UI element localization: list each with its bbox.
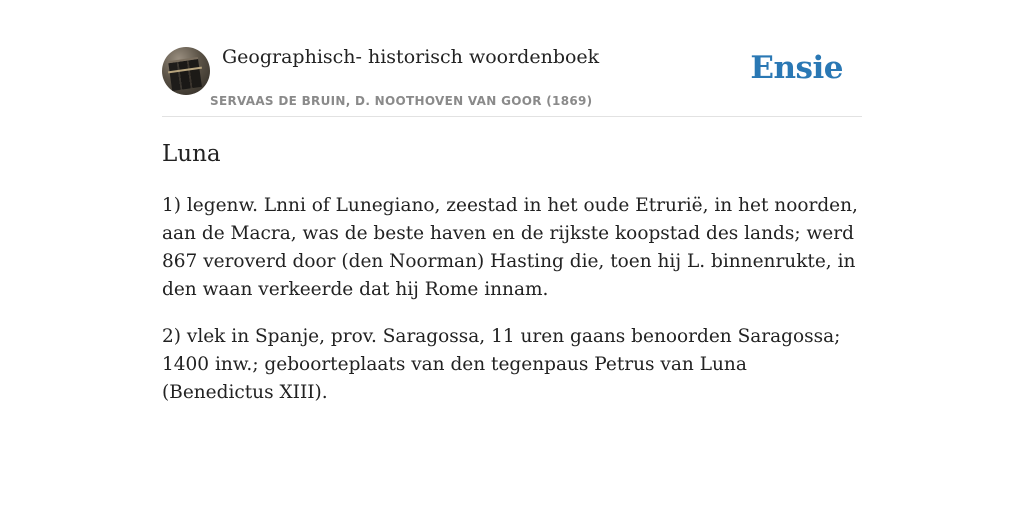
book-spines-image (168, 57, 202, 91)
dictionary-title-link[interactable]: Geographisch- historisch woordenboek (222, 46, 600, 68)
dictionary-cover-avatar[interactable] (162, 47, 210, 95)
entry-term: Luna (162, 141, 221, 167)
definitions-list (162, 192, 862, 426)
ensie-logo-link[interactable]: Ensie (750, 50, 843, 86)
definition-paragraph: 1) legenw. Lnni of Lunegiano, zeestad in het oude Etrurië, in het noorden, aan de Macra, was de beste haven en de rijkste koopstad des lands; werd 867 veroverd door (den Noorman) Hasting die, toen hij L. binnenrukte, in den waan verkeerde dat hij Rome innam. (162, 195, 858, 300)
page-content (162, 0, 862, 403)
dictionary-byline: SERVAAS DE BRUIN, D. NOOTHOVEN VAN GOOR (1869) (210, 94, 593, 108)
dictionary-header (162, 0, 862, 117)
definition-paragraph: 2) vlek in Spanje, prov. Saragossa, 11 uren gaans benoorden Saragossa; 1400 inw.; geboorteplaats van den tegenpaus Petrus van Luna (Benedictus XIII). (162, 326, 841, 403)
